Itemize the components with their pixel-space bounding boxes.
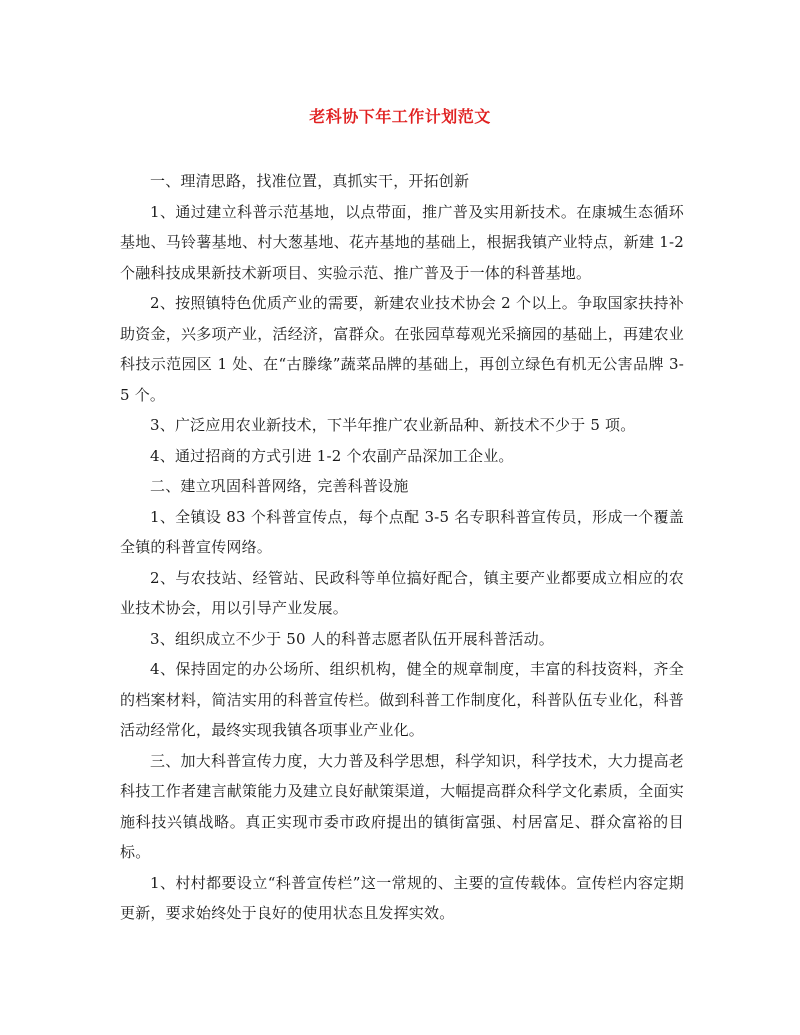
document-title: 老科协下年工作计划范文 bbox=[309, 107, 491, 126]
paragraph: 3、广泛应用农业新技术，下半年推广农业新品种、新技术不少于 5 项。 bbox=[150, 416, 636, 434]
paragraph: 3、组织成立不少于 50 人的科普志愿者队伍开展科普活动。 bbox=[150, 629, 554, 648]
section-heading-1: 一、理清思路，找准位置，真抓实干，开拓创新 bbox=[150, 172, 470, 190]
paragraph: 1、村村都要设立“科普宣传栏”这一常规的、主要的宣传载体。宣传栏内容定期更新，要求始终处于良好的使用状态且发挥实效。 bbox=[120, 873, 684, 922]
paragraph: 4、保持固定的办公场所、组织机构，健全的规章制度，丰富的科技资料，齐全的档案材料，简洁实用的科普宣传栏。做到科普工作制度化，科普队伍专业化，科普活动经常化，最终实现我镇各项事业产业化。 bbox=[120, 660, 684, 739]
section-heading-3: 三、加大科普宣传力度，大力普及科学思想，科学知识，科学技术，大力提高老科技工作者建言献策能力及建立良好献策渠道，大幅提高群众科学文化素质，全面实施科技兴镇战略。真正实现市委市政府提出的镇街富强、村居富足、群众富裕的目标。 bbox=[120, 751, 684, 861]
paragraph: 1、全镇设 83 个科普宣传点，每个点配 3-5 名专职科普宣传员，形成一个覆盖全镇的科普宣传网络。 bbox=[120, 507, 684, 556]
section-heading-2: 二、建立巩固科普网络，完善科普设施 bbox=[150, 477, 409, 495]
paragraph: 2、与农技站、经管站、民政科等单位搞好配合，镇主要产业都要成立相应的农业技术协会，用以引导产业发展。 bbox=[120, 568, 684, 617]
paragraph: 1、通过建立科普示范基地，以点带面，推广普及实用新技术。在康城生态循环基地、马铃薯基地、村大葱基地、花卉基地的基础上，根据我镇产业特点，新建 1-2 个融科技成果新技术新项目、实验示范、推广普及于一体的科普基地。 bbox=[120, 202, 684, 282]
paragraph: 4、通过招商的方式引进 1-2 个农副产品深加工企业。 bbox=[150, 446, 514, 465]
document-body bbox=[120, 166, 684, 929]
paragraph: 2、按照镇特色优质产业的需要，新建农业技术协会 2 个以上。争取国家扶持补助资金，兴多项产业，活经济，富群众。在张园草莓观光采摘园的基础上，再建农业科技示范园区 1 处、在“古滕缘”蔬菜品牌的基础上，再创立绿色有机无公害品牌 3-5 个。 bbox=[120, 294, 684, 404]
